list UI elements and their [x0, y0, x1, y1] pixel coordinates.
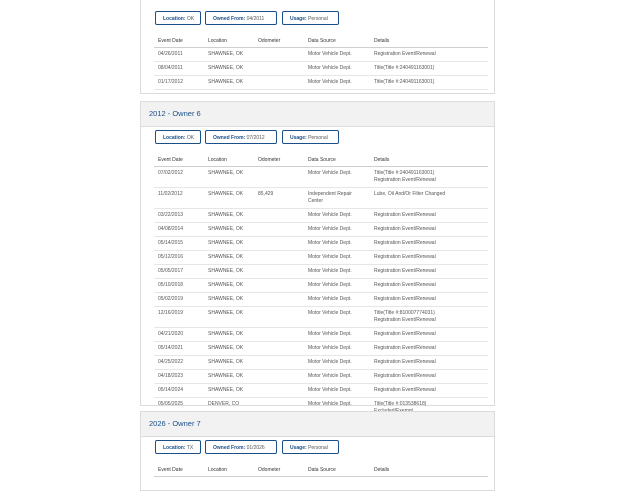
- table-row: [154, 328, 488, 342]
- data-source-line: Motor Vehicle Dept.: [308, 268, 352, 274]
- data-source: [308, 331, 352, 338]
- table-header: [154, 464, 488, 477]
- event-location: SHAWNEE, OK: [208, 331, 244, 337]
- column-header: Data Source: [308, 467, 336, 473]
- data-source-line: Motor Vehicle Dept.: [308, 65, 352, 71]
- data-source-line: Independent Repair: [308, 191, 352, 197]
- event-details-line: Lube, Oil And/Or Filter Changed: [374, 191, 446, 197]
- event-location: SHAWNEE, OK: [208, 359, 244, 365]
- event-location: SHAWNEE, OK: [208, 254, 244, 260]
- event-details-line: Registration Event/Renewal: [374, 254, 436, 260]
- event-details-line: Registration Event/Renewal: [374, 282, 436, 288]
- data-source: [308, 65, 352, 72]
- event-details: [374, 191, 445, 198]
- table-row: [154, 356, 488, 370]
- chip-label: Usage:: [290, 135, 307, 141]
- event-date: 05/14/2015: [158, 240, 184, 246]
- data-source-line: Motor Vehicle Dept.: [308, 254, 352, 260]
- column-header: Details: [374, 157, 390, 163]
- event-details-line: Title(Title #:013538618): [374, 401, 427, 407]
- event-details-line: Registration Event/Renewal: [374, 212, 436, 218]
- event-details: [374, 170, 436, 183]
- table-header: [154, 35, 488, 48]
- event-details-line: Registration Event/Renewal: [374, 176, 436, 183]
- table-row: [154, 188, 488, 209]
- data-source: [308, 387, 352, 394]
- data-source: [308, 254, 352, 261]
- odometer-value: 85,429: [258, 191, 274, 197]
- table-row: [154, 237, 488, 251]
- data-source: [308, 268, 352, 275]
- owner-panel: [140, 411, 495, 491]
- column-header: Odometer: [258, 467, 281, 473]
- chip-value: Personal: [308, 16, 328, 22]
- owner-header: [141, 412, 494, 437]
- table-row: [154, 265, 488, 279]
- event-details-line: Title(Title #:240491163001): [374, 170, 435, 176]
- event-date: 05/14/2021: [158, 345, 184, 351]
- owned-from-chip[interactable]: [205, 130, 277, 144]
- column-header: Event Date: [158, 157, 183, 163]
- event-details-line: Title(Title #:240491163001): [374, 79, 435, 85]
- event-details-line: Registration Event/Renewal: [374, 226, 436, 232]
- table-row: [154, 251, 488, 265]
- data-source: [308, 240, 352, 247]
- event-details-line: Registration Event/Renewal: [374, 296, 436, 302]
- event-location: SHAWNEE, OK: [208, 373, 244, 379]
- event-date: 05/10/2018: [158, 282, 184, 288]
- event-location: SHAWNEE, OK: [208, 240, 244, 246]
- table-row: [154, 209, 488, 223]
- event-details: [374, 310, 436, 323]
- table-header: [154, 154, 488, 167]
- column-header: Data Source: [308, 38, 336, 44]
- event-details: [374, 296, 436, 303]
- chip-value: Personal: [308, 135, 328, 141]
- data-source-line: Motor Vehicle Dept.: [308, 212, 352, 218]
- chip-label: Owned From:: [213, 16, 246, 22]
- column-header: Data Source: [308, 157, 336, 163]
- data-source: [308, 51, 352, 58]
- event-date: 05/05/2025: [158, 401, 184, 407]
- event-location: SHAWNEE, OK: [208, 65, 244, 71]
- data-source: [308, 212, 352, 219]
- data-source-line: Motor Vehicle Dept.: [308, 401, 352, 407]
- event-details: [374, 387, 436, 394]
- table-row: [154, 167, 488, 188]
- event-location: SHAWNEE, OK: [208, 191, 244, 197]
- data-source: [308, 282, 352, 289]
- owned-from-chip[interactable]: [205, 440, 277, 454]
- table-row: [154, 279, 488, 293]
- event-details-line: Registration Event/Renewal: [374, 331, 436, 337]
- event-details: [374, 79, 434, 86]
- event-details: [374, 212, 436, 219]
- event-details-line: Registration Event/Renewal: [374, 316, 436, 323]
- event-details-line: Title(Title #:810007774031): [374, 310, 435, 316]
- column-header: Location: [208, 157, 227, 163]
- data-source: [308, 79, 352, 86]
- column-header: Details: [374, 38, 390, 44]
- chip-value: 04/2011: [246, 16, 265, 22]
- event-details-line: Registration Event/Renewal: [374, 359, 436, 365]
- table-row: [154, 342, 488, 356]
- owner-panel: [140, 0, 495, 94]
- table-row: [154, 76, 488, 90]
- data-source-line: Motor Vehicle Dept.: [308, 296, 352, 302]
- column-header: Location: [208, 467, 227, 473]
- history-table: [154, 464, 488, 477]
- chip-label: Owned From:: [213, 135, 246, 141]
- event-details-line: Registration Event/Renewal: [374, 387, 436, 393]
- data-source-line: Motor Vehicle Dept.: [308, 79, 352, 85]
- event-details-line: Registration Event/Renewal: [374, 51, 436, 57]
- event-details: [374, 226, 436, 233]
- usage-chip[interactable]: [282, 130, 339, 144]
- table-row: [154, 48, 488, 62]
- history-table: [154, 154, 488, 419]
- event-date: 11/02/2012: [158, 191, 183, 197]
- usage-chip[interactable]: [282, 11, 339, 25]
- data-source-line: Motor Vehicle Dept.: [308, 331, 352, 337]
- owned-from-chip[interactable]: [205, 11, 277, 25]
- event-details: [374, 65, 434, 72]
- event-location: SHAWNEE, OK: [208, 296, 244, 302]
- chip-value: OK: [186, 16, 195, 22]
- chip-value: Personal: [308, 445, 328, 451]
- event-location: SHAWNEE, OK: [208, 226, 244, 232]
- event-details-line: Registration Event/Renewal: [374, 240, 436, 246]
- chip-label: Owned From:: [213, 445, 246, 451]
- event-details-line: Registration Event/Renewal: [374, 345, 436, 351]
- column-header: Event Date: [158, 467, 183, 473]
- event-date: 08/04/2011: [158, 65, 183, 71]
- table-row: [154, 293, 488, 307]
- chip-label: Usage:: [290, 16, 307, 22]
- column-header: Odometer: [258, 157, 281, 163]
- data-source-line: Motor Vehicle Dept.: [308, 387, 352, 393]
- event-location: SHAWNEE, OK: [208, 345, 244, 351]
- event-date: 04/26/2011: [158, 51, 183, 57]
- data-source-line: Motor Vehicle Dept.: [308, 226, 352, 232]
- event-details-line: Title(Title #:240491163001): [374, 65, 435, 71]
- event-location: SHAWNEE, OK: [208, 268, 244, 274]
- chip-value: 01/2026: [246, 445, 265, 451]
- event-location: SHAWNEE, OK: [208, 310, 244, 316]
- data-source: [308, 170, 352, 177]
- event-location: SHAWNEE, OK: [208, 212, 244, 218]
- chip-value: TX: [186, 445, 194, 451]
- chip-label: Location:: [163, 445, 186, 451]
- event-date: 05/05/2017: [158, 268, 184, 274]
- event-details: [374, 240, 436, 247]
- usage-chip[interactable]: [282, 440, 339, 454]
- event-date: 07/02/2012: [158, 170, 184, 176]
- event-date: 04/08/2014: [158, 226, 184, 232]
- event-details: [374, 331, 436, 338]
- data-source-line: Motor Vehicle Dept.: [308, 240, 352, 246]
- column-header: Details: [374, 467, 390, 473]
- chip-value: 07/2012: [246, 135, 265, 141]
- chip-value: OK: [186, 135, 195, 141]
- data-source: [308, 191, 352, 204]
- history-table: [154, 35, 488, 90]
- data-source-line: Motor Vehicle Dept.: [308, 310, 352, 316]
- data-source-line: Center: [308, 197, 324, 204]
- data-source-line: Motor Vehicle Dept.: [308, 170, 352, 176]
- owner-title: 2026 - Owner 7: [149, 419, 201, 428]
- event-details: [374, 254, 436, 261]
- event-date: 04/18/2023: [158, 373, 184, 379]
- event-location: DENVER, CO: [208, 401, 240, 407]
- location-chip[interactable]: [155, 130, 201, 144]
- location-chip[interactable]: [155, 11, 201, 25]
- chip-label: Location:: [163, 135, 186, 141]
- event-location: SHAWNEE, OK: [208, 79, 244, 85]
- event-date: 05/12/2016: [158, 254, 184, 260]
- data-source-line: Motor Vehicle Dept.: [308, 282, 352, 288]
- table-row: [154, 384, 488, 398]
- owner-header: [141, 102, 494, 127]
- data-source-line: Motor Vehicle Dept.: [308, 51, 352, 57]
- event-date: 04/21/2020: [158, 331, 184, 337]
- event-details: [374, 359, 436, 366]
- data-source: [308, 310, 352, 317]
- event-details-line: Registration Event/Renewal: [374, 268, 436, 274]
- table-row: [154, 370, 488, 384]
- owner-panel: [140, 101, 495, 406]
- column-header: Event Date: [158, 38, 183, 44]
- event-details: [374, 345, 436, 352]
- event-date: 01/17/2012: [158, 79, 184, 85]
- event-location: SHAWNEE, OK: [208, 387, 244, 393]
- table-row: [154, 223, 488, 237]
- chip-label: Usage:: [290, 445, 307, 451]
- data-source-line: Motor Vehicle Dept.: [308, 373, 352, 379]
- data-source: [308, 226, 352, 233]
- chip-label: Location:: [163, 16, 186, 22]
- event-date: 03/22/2013: [158, 212, 184, 218]
- data-source: [308, 401, 352, 408]
- data-source: [308, 296, 352, 303]
- event-date: 04/25/2022: [158, 359, 184, 365]
- event-details: [374, 268, 436, 275]
- event-date: 05/14/2024: [158, 387, 184, 393]
- column-header: Odometer: [258, 38, 281, 44]
- data-source-line: Motor Vehicle Dept.: [308, 345, 352, 351]
- event-details: [374, 51, 436, 58]
- data-source: [308, 373, 352, 380]
- table-row: [154, 62, 488, 76]
- table-row: [154, 307, 488, 328]
- owner-title: 2012 - Owner 6: [149, 109, 201, 118]
- data-source: [308, 345, 352, 352]
- data-source-line: Motor Vehicle Dept.: [308, 359, 352, 365]
- data-source: [308, 359, 352, 366]
- event-date: 05/02/2019: [158, 296, 184, 302]
- event-date: 12/16/2019: [158, 310, 184, 316]
- event-location: SHAWNEE, OK: [208, 170, 244, 176]
- event-details: [374, 282, 436, 289]
- event-location: SHAWNEE, OK: [208, 51, 244, 57]
- event-location: SHAWNEE, OK: [208, 282, 244, 288]
- column-header: Location: [208, 38, 227, 44]
- location-chip[interactable]: [155, 440, 201, 454]
- event-details-line: Registration Event/Renewal: [374, 373, 436, 379]
- event-details: [374, 373, 436, 380]
